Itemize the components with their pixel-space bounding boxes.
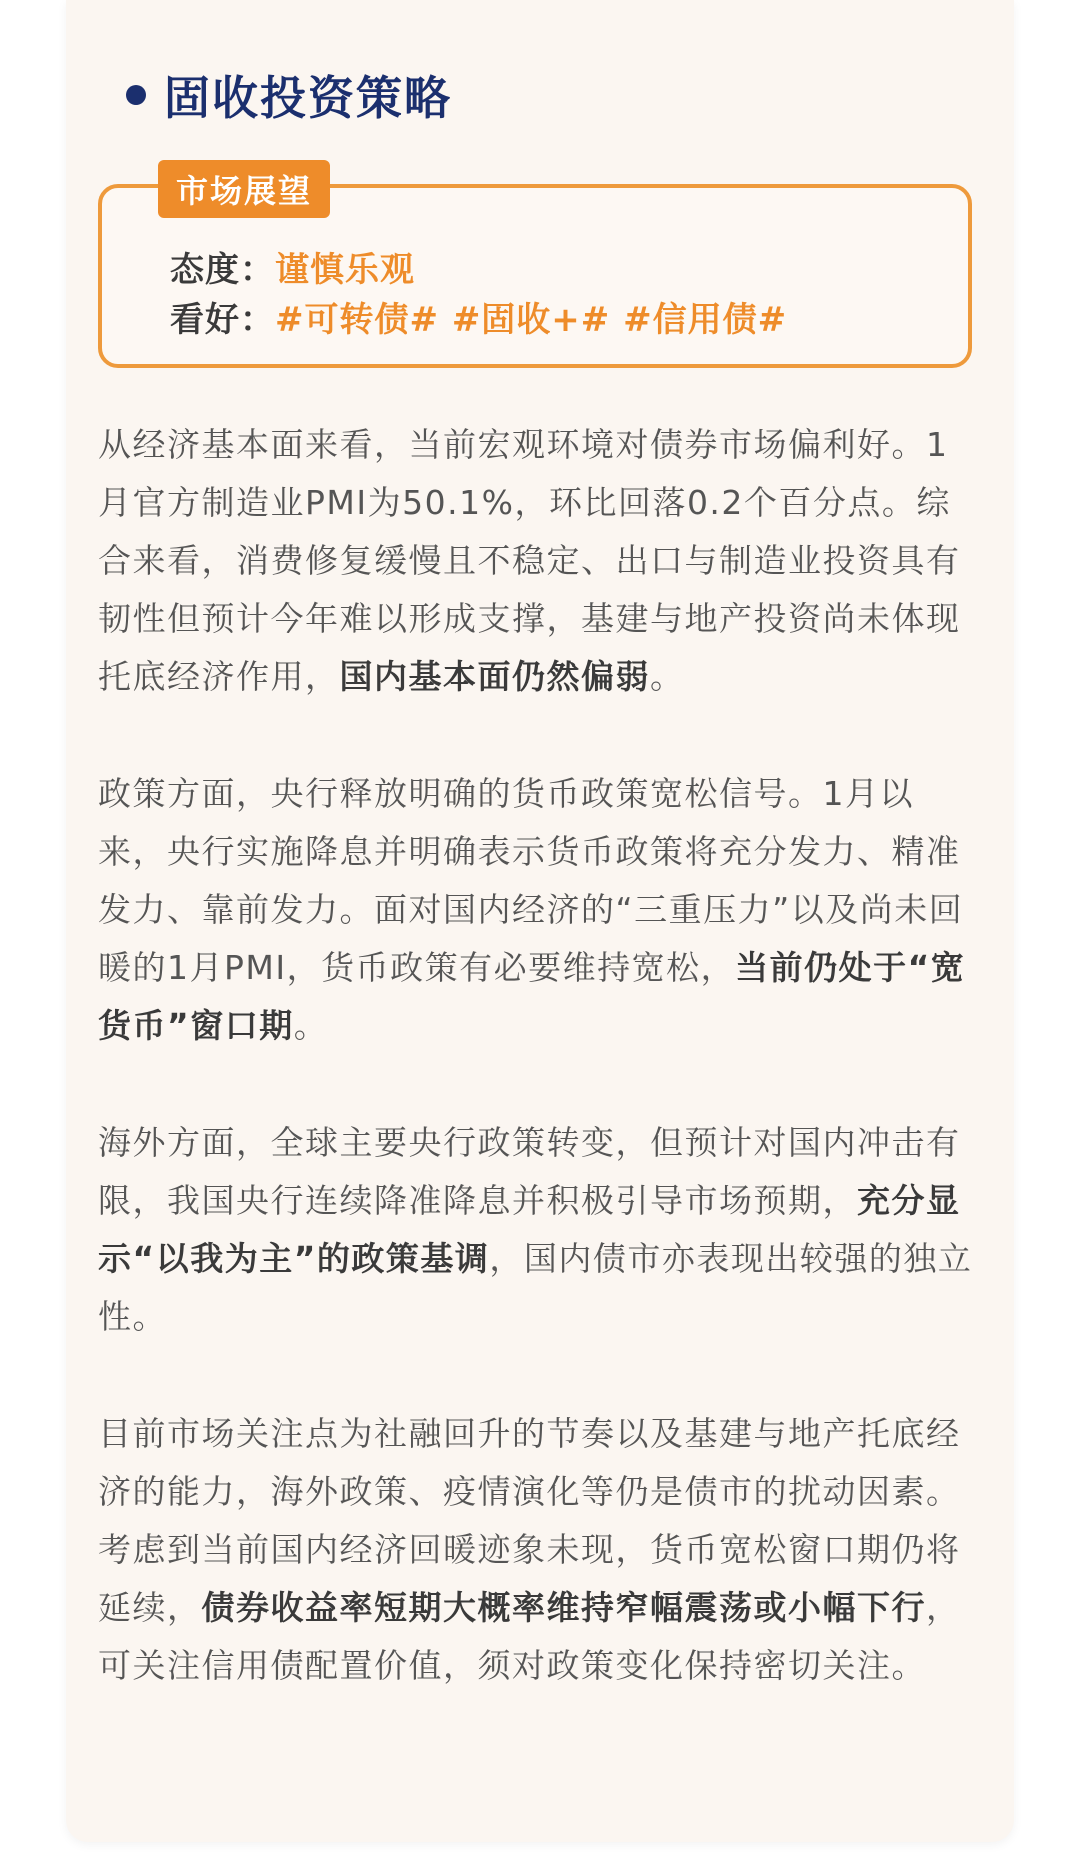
- favor-label: 看好：: [170, 300, 275, 340]
- paragraph-highlight: 当前仍处于“宽货币”窗口期: [98, 948, 966, 1045]
- outlook-tag: 市场展望: [158, 160, 330, 218]
- paragraph-text-end: 。: [293, 1006, 329, 1045]
- paragraph-economy: [98, 416, 978, 706]
- section-header: [126, 62, 452, 128]
- favor-line: [170, 292, 787, 341]
- paragraph-focus: [98, 1405, 978, 1695]
- section-title: 固收投资策略: [164, 71, 452, 125]
- bullet-dot-icon: [126, 85, 146, 105]
- attitude-label: 态度：: [170, 250, 275, 290]
- content-card: [66, 0, 1014, 1842]
- paragraph-highlight: 债券收益率短期大概率维持窄幅震荡或小幅下行: [201, 1588, 926, 1627]
- paragraph-text: 海外方面，全球主要央行政策转变，但预计对国内冲击有限，我国央行连续降准降息并积极引导市场预期，: [98, 1123, 961, 1220]
- paragraph-highlight: 充分显示“以我为主”的政策基调: [98, 1181, 961, 1278]
- paragraph-text-end: ，可关注信用债配置价值，须对政策变化保持密切关注。: [98, 1588, 961, 1685]
- paragraph-text-end: ，国内债市亦表现出较强的独立性。: [98, 1239, 973, 1336]
- market-outlook-box: [98, 172, 972, 368]
- paragraph-text: 从经济基本面来看，当前宏观环境对债券市场偏利好。1月官方制造业PMI为50.1%，环比回落0.2个百分点。综合来看，消费修复缓慢且不稳定、出口与制造业投资具有韧性但预计今年难以形成支撑，基建与地产投资尚未体现托底经济作用，: [98, 425, 961, 696]
- attitude-line: [170, 242, 415, 291]
- paragraph-text-end: 。: [650, 657, 685, 696]
- paragraph-text: 政策方面，央行释放明确的货币政策宽松信号。1月以来，央行实施降息并明确表示货币政策将充分发力、精准发力、靠前发力。面对国内经济的“三重压力”以及尚未回暖的1月PMI，货币政策有必要维持宽松，: [98, 774, 964, 987]
- paragraph-overseas: [98, 1114, 978, 1346]
- paragraph-policy: [98, 765, 978, 1055]
- favor-value: #可转债# #固收+# #信用债#: [275, 300, 788, 340]
- paragraph-text: 目前市场关注点为社融回升的节奏以及基建与地产托底经济的能力，海外政策、疫情演化等仍是债市的扰动因素。考虑到当前国内经济回暖迹象未现，货币宽松窗口期仍将延续，: [98, 1414, 961, 1627]
- attitude-value: 谨慎乐观: [275, 250, 415, 290]
- paragraph-highlight: 国内基本面仍然偏弱: [339, 657, 650, 696]
